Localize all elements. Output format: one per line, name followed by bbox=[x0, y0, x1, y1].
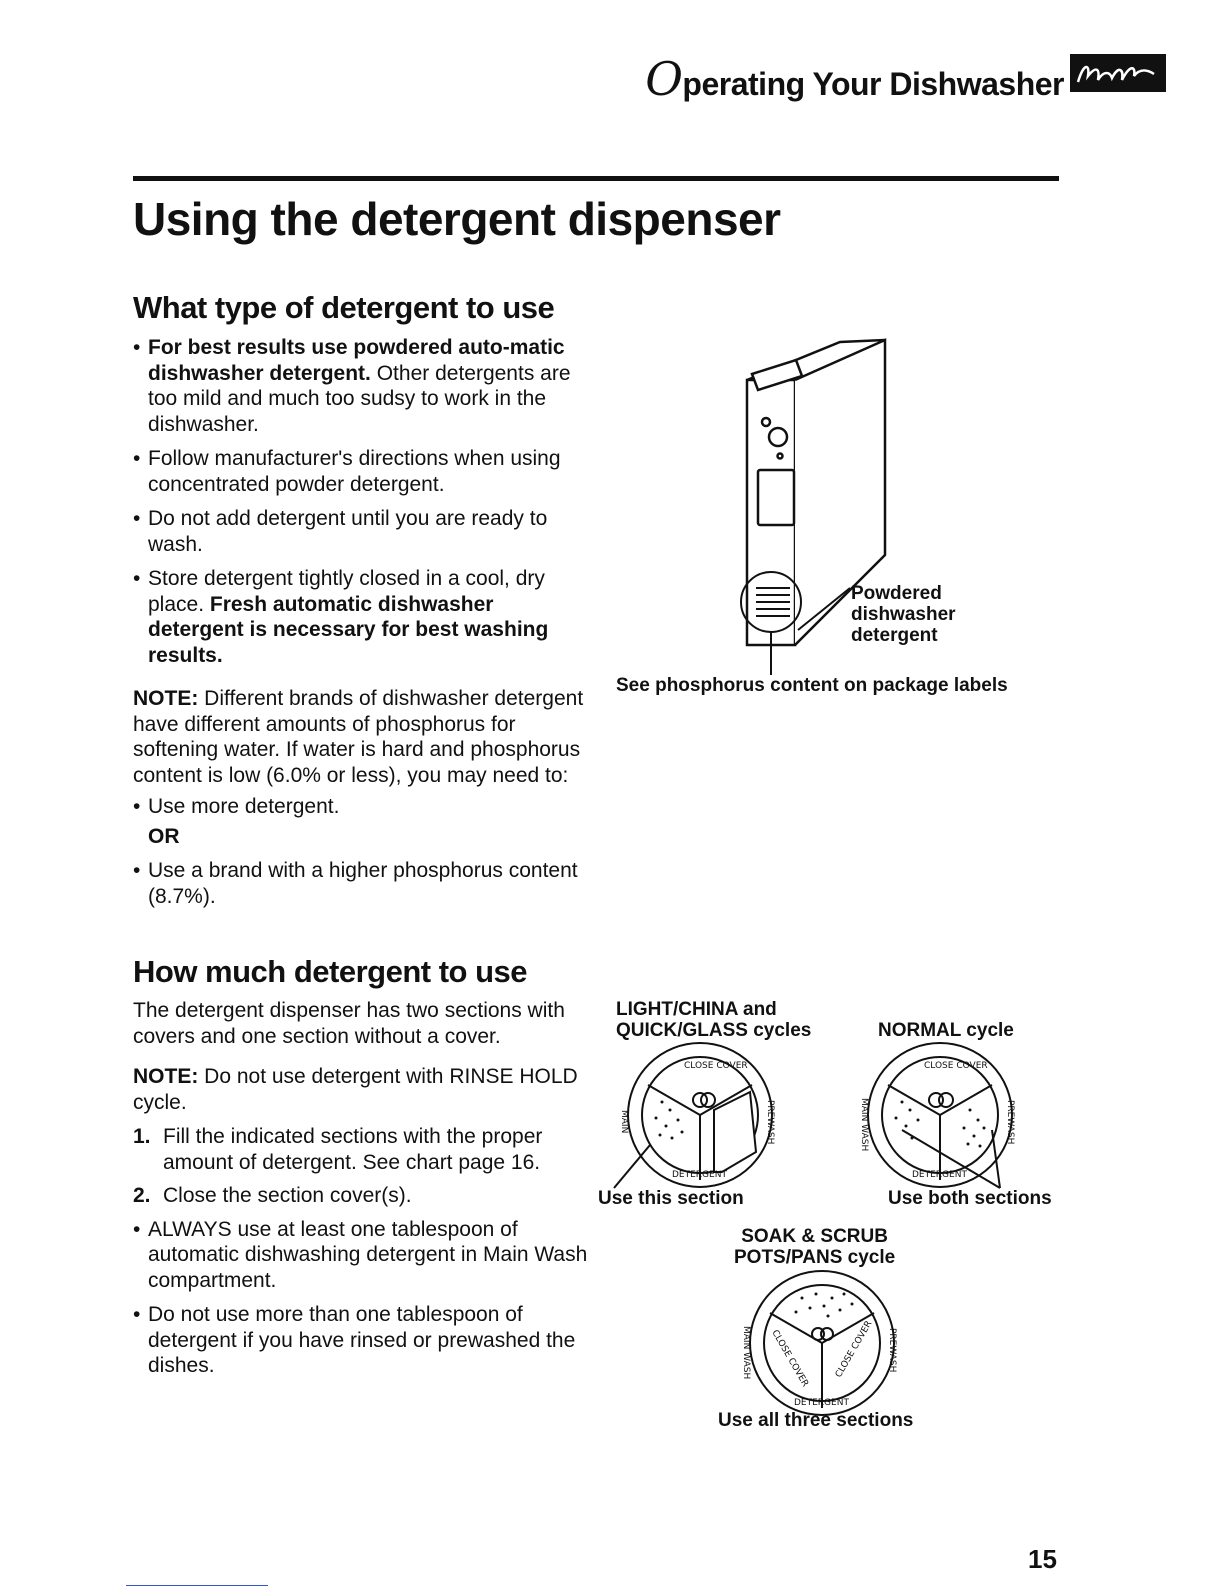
bullet-not-more: • Do not use more than one tablespoon of detergent if you have rinsed or prewashed the dishes. bbox=[133, 1302, 588, 1379]
dial-2-close-cover-label: CLOSE COVER bbox=[924, 1061, 988, 1071]
dial-3-detergent-label: DETERGENT bbox=[794, 1398, 849, 1408]
dispenser-1-title-line-2: QUICK/GLASS cycles bbox=[616, 1020, 812, 1041]
dispenser-2-caption: Use both sections bbox=[888, 1188, 1052, 1209]
or-label: OR bbox=[148, 824, 180, 848]
dispenser-3-caption: Use all three sections bbox=[718, 1410, 914, 1431]
section-heading-type: What type of detergent to use bbox=[133, 290, 555, 325]
step-1-text: Fill the indicated sections with the proper amount of detergent. See chart page 16. bbox=[163, 1125, 543, 1174]
running-header bbox=[645, 52, 1064, 106]
dial-3-close-cover-right-label: CLOSE COVER bbox=[833, 1319, 875, 1380]
bullet-store-bold: Fresh automatic dishwasher detergent is necessary for best washing results. bbox=[148, 592, 549, 667]
bullet-always-tablespoon: • ALWAYS use at least one tablespoon of automatic dishwashing detergent in Main Wash compartment. bbox=[133, 1217, 588, 1294]
dial-3-prewash-label: PREWASH bbox=[887, 1328, 897, 1373]
dial-1-main-wash-label: MAIN bbox=[619, 1110, 629, 1134]
bullet-powdered bbox=[133, 335, 588, 437]
note-text-2: Do not use detergent with RINSE HOLD cycle. bbox=[133, 1065, 578, 1114]
header-initial: O bbox=[645, 52, 683, 106]
bullet-store bbox=[133, 566, 588, 668]
bullet-ready: • Do not add detergent until you are ready to wash. bbox=[133, 506, 588, 557]
bullet-powdered-bold: For best results use powdered auto-matic dishwasher detergent. bbox=[148, 336, 565, 385]
dispenser-2-title: NORMAL cycle bbox=[878, 1020, 1014, 1041]
step-2-text: Close the section cover(s). bbox=[163, 1184, 412, 1207]
note-text: Different brands of dishwasher detergent have different amounts of phosphorus for softening water. If water is hard and phosphorus content is low (6.0% or less), you may need to: bbox=[133, 687, 584, 787]
bullet-store-text: Store detergent tightly closed in a cool, dry place. bbox=[148, 567, 545, 616]
callout-line-1: Powdered bbox=[851, 583, 942, 604]
dispenser-3-diagram bbox=[732, 1268, 912, 1418]
dispenser-1-diagram bbox=[610, 1040, 790, 1190]
dispenser-3-title bbox=[734, 1226, 895, 1268]
dial-1-prewash-label: PREWASH bbox=[765, 1100, 775, 1145]
page-number: 15 bbox=[1028, 1544, 1057, 1574]
dispenser-1-caption: Use this section bbox=[598, 1188, 744, 1209]
dial-3-close-cover-left-label: CLOSE COVER bbox=[769, 1328, 810, 1389]
bullet-higher-phosphorus: • Use a brand with a higher phosphorus content (8.7%). bbox=[133, 858, 588, 909]
dispenser-1-title-line-1: LIGHT/CHINA and bbox=[616, 999, 777, 1020]
note-label: NOTE: bbox=[133, 687, 199, 710]
phosphorus-note bbox=[133, 686, 588, 788]
brand-script-logo bbox=[1070, 54, 1166, 92]
bullet-powdered-rest: Other detergents are too mild and much too sudsy to work in the dishwasher. bbox=[148, 361, 571, 436]
dispenser-3-title-line-1: SOAK & SCRUB bbox=[741, 1226, 888, 1247]
section-amount-body bbox=[133, 998, 588, 1388]
step-1-number: 1. bbox=[133, 1125, 151, 1148]
dispenser-1-title bbox=[616, 999, 811, 1041]
dispenser-2-diagram bbox=[850, 1040, 1030, 1190]
dial-1-detergent-label: DETERGENT bbox=[672, 1170, 727, 1180]
note-label-2: NOTE: bbox=[133, 1065, 199, 1088]
bullet-manufacturer: • Follow manufacturer's directions when using concentrated powder detergent. bbox=[133, 446, 588, 497]
dispenser-3-title-line-2: POTS/PANS cycle bbox=[734, 1247, 896, 1268]
dial-3-main-wash-label: MAIN WASH bbox=[741, 1326, 751, 1380]
section-type-body bbox=[133, 335, 588, 918]
section-heading-amount: How much detergent to use bbox=[133, 954, 527, 989]
header-text: perating Your Dishwasher bbox=[682, 66, 1064, 102]
page-title: Using the detergent dispenser bbox=[133, 193, 781, 245]
title-rule bbox=[133, 176, 1059, 181]
callout-powdered-detergent bbox=[851, 583, 956, 646]
callout-line-3: detergent bbox=[851, 625, 938, 646]
amount-intro: The detergent dispenser has two sections with covers and one section without a cover. bbox=[133, 999, 565, 1048]
dial-2-prewash-label: PREWASH bbox=[1005, 1100, 1015, 1145]
dial-2-main-wash-label: MAIN WASH bbox=[859, 1098, 869, 1152]
brand-logo bbox=[1070, 54, 1166, 92]
dial-2-detergent-label: DETERGENT bbox=[912, 1170, 967, 1180]
step-1 bbox=[133, 1124, 588, 1175]
figure-caption-phosphorus: See phosphorus content on package labels bbox=[616, 675, 1008, 696]
rinse-hold-note bbox=[133, 1064, 588, 1115]
step-2 bbox=[133, 1183, 588, 1209]
callout-line-2: dishwasher bbox=[851, 604, 956, 625]
bullet-more-detergent: • Use more detergent. bbox=[133, 794, 588, 820]
dial-1-close-cover-label: CLOSE COVER bbox=[684, 1061, 748, 1071]
step-2-number: 2. bbox=[133, 1184, 151, 1207]
